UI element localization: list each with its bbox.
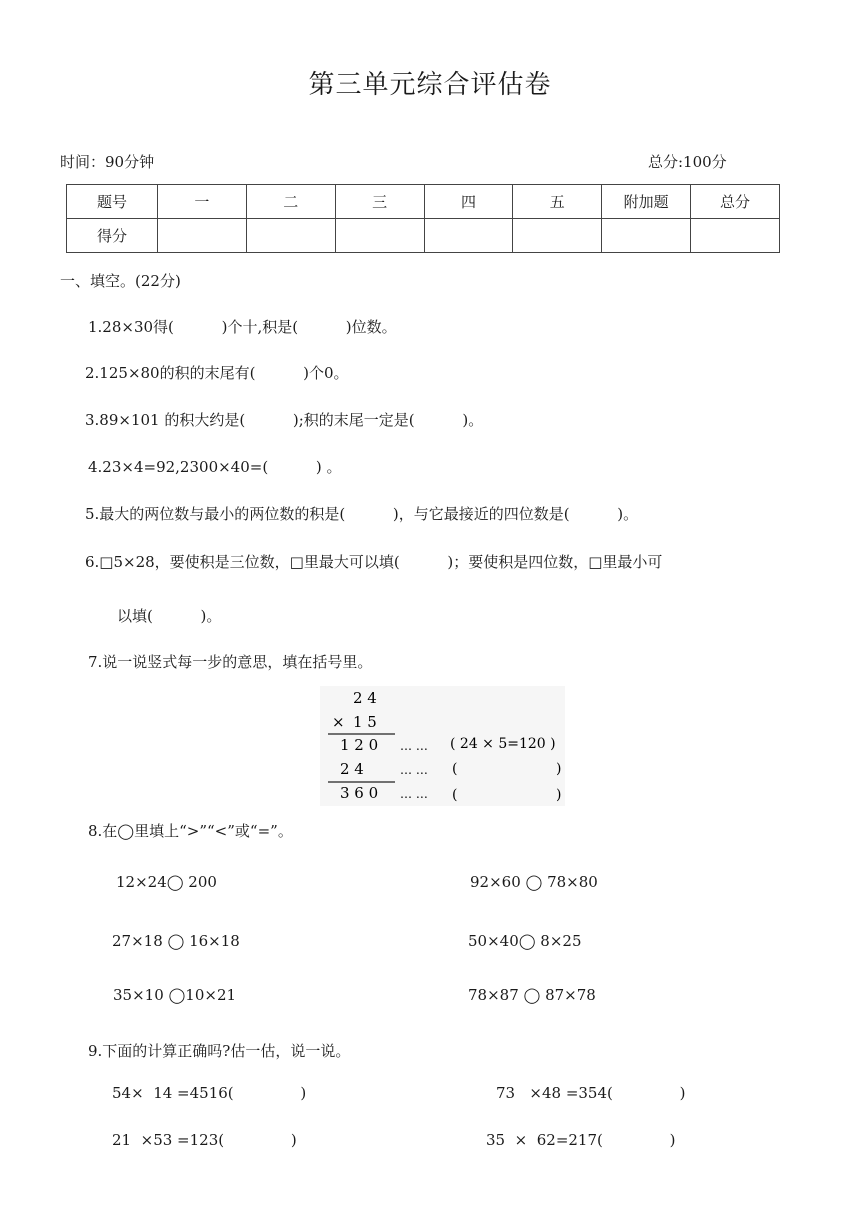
page-title: 第三单元综合评估卷	[308, 70, 552, 100]
calc-note-3-close: )	[556, 787, 562, 803]
header-cell-5: 五	[513, 185, 602, 219]
calc-multiplicand: 2 4	[353, 689, 377, 707]
header-cell-number: 题号	[67, 185, 158, 219]
header-cell-bonus: 附加题	[602, 185, 691, 219]
calc-note-3-open: (	[452, 787, 458, 803]
estimate-item-1: 54× 14 =4516( )	[112, 1084, 307, 1102]
score-table-score-row	[67, 219, 780, 253]
score-table	[66, 184, 780, 253]
question-2: 2.125×80的积的末尾有( )个0。	[85, 364, 349, 382]
time-label: 时间：90分钟	[60, 153, 155, 171]
question-3: 3.89×101 的积大约是( );积的末尾一定是( )。	[85, 411, 484, 429]
calc-product: 3 6 0	[340, 784, 379, 802]
score-cell-3[interactable]	[335, 219, 424, 253]
question-4: 4.23×4=92,2300×40=( ) 。	[88, 458, 342, 476]
header-cell-total: 总分	[691, 185, 780, 219]
header-cell-1: 一	[158, 185, 247, 219]
score-table-header-row	[67, 185, 780, 219]
calc-times-sign: ×	[332, 713, 345, 731]
compare-item-2: 92×60 ◯ 78×80	[470, 873, 598, 891]
estimate-item-4: 35 × 62=217( )	[486, 1131, 676, 1149]
question-9: 9.下面的计算正确吗?估一估，说一说。	[88, 1042, 351, 1060]
score-cell-5[interactable]	[513, 219, 602, 253]
score-cell-1[interactable]	[158, 219, 247, 253]
header-cell-2: 二	[246, 185, 335, 219]
calc-note-2-close: )	[556, 761, 562, 777]
total-score-label: 总分:100分	[648, 153, 727, 171]
score-cell-total[interactable]	[691, 219, 780, 253]
compare-item-1: 12×24◯ 200	[116, 873, 217, 891]
question-6-line1: 6.□5×28，要使积是三位数，□里最大可以填( )；要使积是四位数，□里最小可	[85, 553, 663, 571]
header-cell-3: 三	[335, 185, 424, 219]
score-cell-2[interactable]	[246, 219, 335, 253]
question-5: 5.最大的两位数与最小的两位数的积是( )，与它最接近的四位数是( )。	[85, 505, 639, 523]
compare-item-4: 50×40◯ 8×25	[468, 932, 582, 950]
header-cell-4: 四	[424, 185, 513, 219]
estimate-item-3: 21 ×53 =123( )	[112, 1131, 297, 1149]
vertical-calculation	[320, 686, 565, 806]
score-cell-4[interactable]	[424, 219, 513, 253]
section1-heading: 一、填空。(22分)	[60, 272, 181, 290]
estimate-item-2: 73 ×48 =354( )	[496, 1084, 686, 1102]
calc-note-2-open: (	[452, 761, 458, 777]
score-row-label: 得分	[67, 219, 158, 253]
calc-partial-1: 1 2 0	[340, 736, 379, 754]
question-8: 8.在◯里填上“>”“<”或“=”。	[88, 822, 293, 840]
calc-partial-2: 2 4	[340, 760, 364, 778]
compare-item-3: 27×18 ◯ 16×18	[112, 932, 240, 950]
question-1: 1.28×30得( )个十,积是( )位数。	[88, 318, 397, 336]
calc-note-1: ( 24 × 5=120 )	[450, 736, 556, 752]
calc-dots-2: … …	[400, 763, 428, 777]
calc-multiplier: 1 5	[353, 713, 377, 731]
compare-item-5: 35×10 ◯10×21	[113, 986, 237, 1004]
calc-dots-1: … …	[400, 739, 428, 753]
question-6-line2: 以填( )。	[117, 607, 222, 625]
question-7: 7.说一说竖式每一步的意思，填在括号里。	[88, 653, 373, 671]
calc-dots-3: … …	[400, 787, 428, 801]
compare-item-6: 78×87 ◯ 87×78	[468, 986, 596, 1004]
score-cell-bonus[interactable]	[602, 219, 691, 253]
